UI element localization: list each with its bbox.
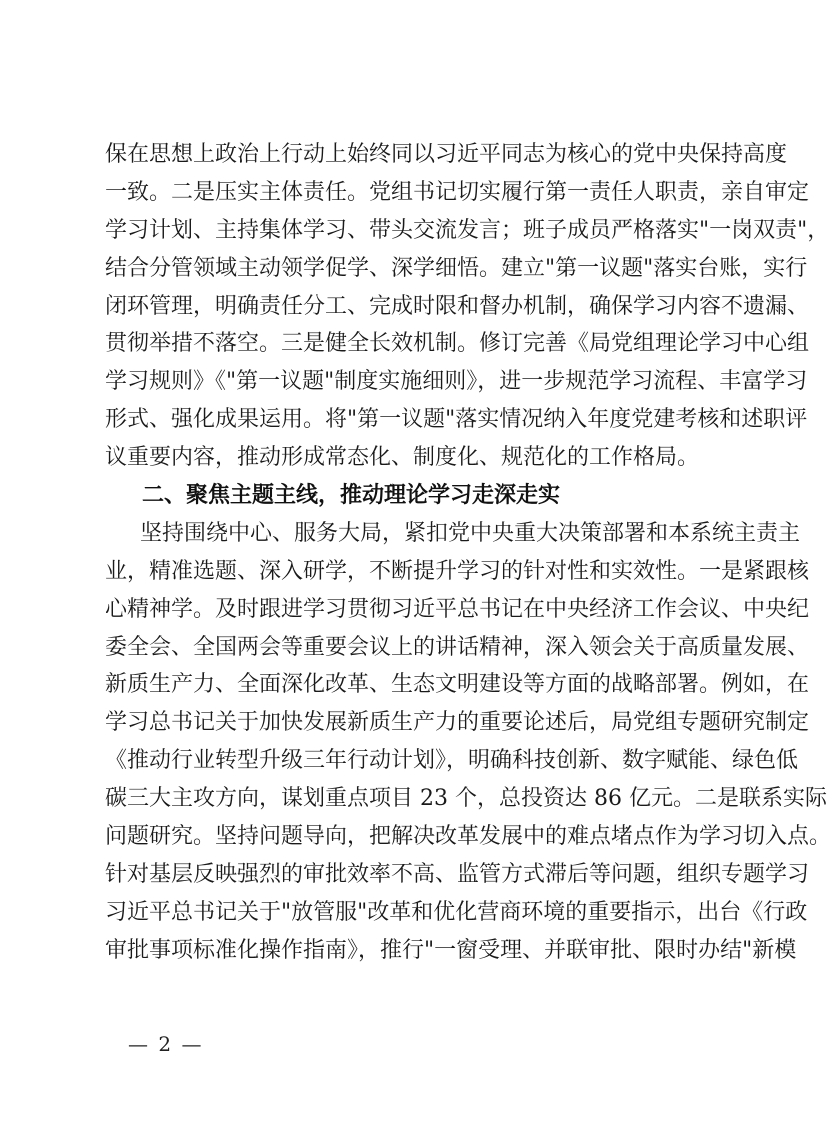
text-line: 审批事项标准化操作指南》，推行"一窗受理、并联审批、限时办结"新模 xyxy=(105,937,797,963)
text-line: 学习规则》《"第一议题"制度实施细则》，进一步规范学习流程、丰富学习 xyxy=(105,369,808,395)
text-line: 学习总书记关于加快发展新质生产力的重要论述后，局党组专题研究制定 xyxy=(105,710,810,736)
text-line: 坚持围绕中心、服务大局，紧扣党中央重大决策部署和本系统主责主 xyxy=(140,520,801,546)
text-line: 形式、强化成果运用。将"第一议题"落实情况纳入年度党建考核和述职评 xyxy=(105,407,808,433)
text-line: 新质生产力、全面深化改革、生态文明建设等方面的战略部署。例如，在 xyxy=(105,672,810,698)
text-line: 针对基层反映强烈的审批效率不高、监管方式滞后等问题，组织专题学习 xyxy=(105,861,810,887)
body-text xyxy=(105,136,831,970)
text-line: 一致。二是压实主体责任。党组书记切实履行第一责任人职责，亲自审定 xyxy=(105,179,810,205)
text-line: 贯彻举措不落空。三是健全长效机制。修订完善《局党组理论学习中心组 xyxy=(105,331,810,357)
text-line: 闭环管理，明确责任分工、完成时限和督办机制，确保学习内容不遗漏、 xyxy=(105,293,810,319)
text-line: 结合分管领域主动领学促学、深学细悟。建立"第一议题"落实台账，实行 xyxy=(105,255,808,281)
text-line: 习近平总书记关于"放管服"改革和优化营商环境的重要指示，出台《行政 xyxy=(105,899,808,925)
text-line: 问题研究。坚持问题导向，把解决改革发展中的难点堵点作为学习切入点。 xyxy=(105,824,831,850)
page-number: — 2 — xyxy=(128,1032,204,1056)
text-line: 学习计划、主持集体学习、带头交流发言；班子成员严格落实"一岗双责"， xyxy=(105,217,830,243)
paragraph-1 xyxy=(105,136,830,477)
text-line: 委全会、全国两会等重要会议上的讲话精神，深入领会关于高质量发展、 xyxy=(105,634,810,660)
text-line: 议重要内容，推动形成常态化、制度化、规范化的工作格局。 xyxy=(105,445,700,471)
text-line: 保在思想上政治上行动上始终同以习近平同志为核心的党中央保持高度 xyxy=(105,142,788,167)
text-line: 业，精准选题、深入研学，不断提升学习的针对性和实效性。一是紧跟核 xyxy=(105,558,810,584)
text-line: 心精神学。及时跟进学习贯彻习近平总书记在中央经济工作会议、中央纪 xyxy=(105,596,810,622)
paragraph-2 xyxy=(105,515,831,970)
section-heading: 二、聚焦主题主线，推动理论学习走深走实 xyxy=(142,483,561,509)
text-line: 碳三大主攻方向，谋划重点项目 23 个，总投资达 86 亿元。二是联系实际 xyxy=(105,786,827,812)
text-line: 《推动行业转型升级三年行动计划》，明确科技创新、数字赋能、绿色低 xyxy=(105,748,799,774)
